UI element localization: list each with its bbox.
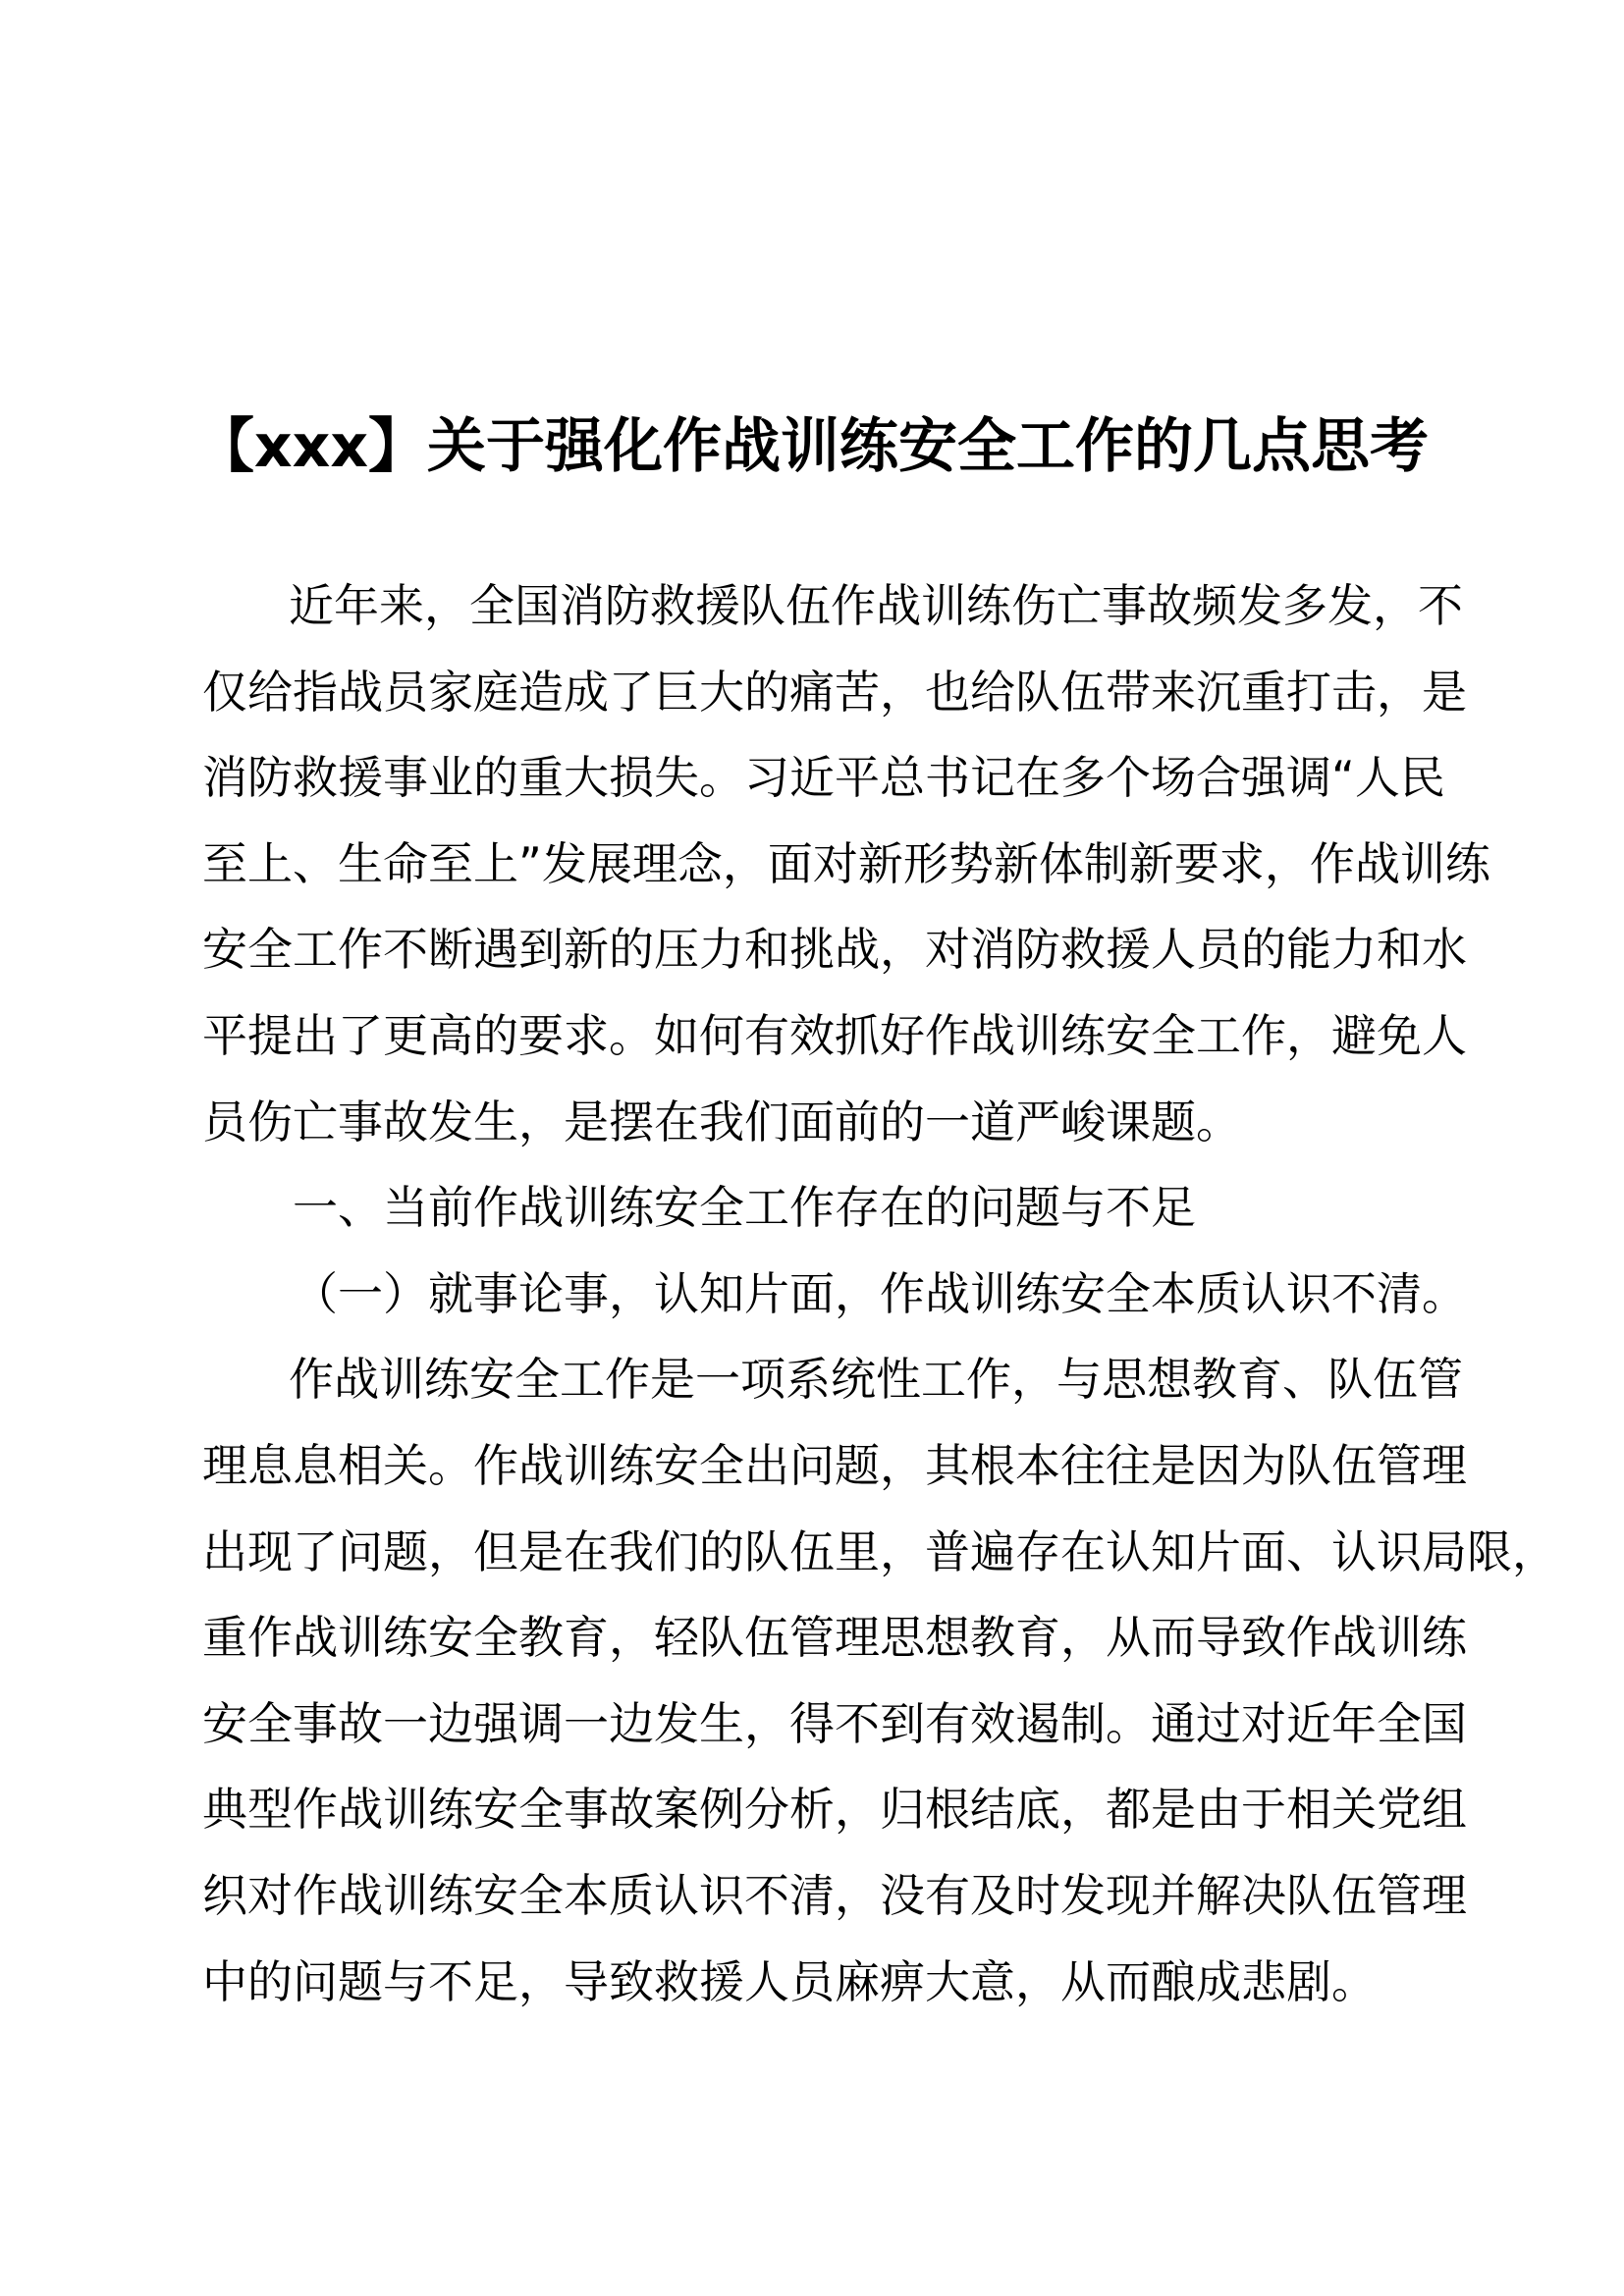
paragraph-line: 典型作战训练安全事故案例分析，归根结底，都是由于相关党组 <box>202 1783 1467 1837</box>
paragraph-line: 近年来，全国消防救援队伍作战训练伤亡事故频发多发，不 <box>289 579 1463 632</box>
subsection-heading: （一）就事论事，认知片面，作战训练安全本质认识不清。 <box>293 1266 1467 1320</box>
paragraph-line: 员伤亡事故发生，是摆在我们面前的一道严峻课题。 <box>202 1095 1241 1148</box>
paragraph-line: 至上、生命至上”发展理念，面对新形势新体制新要求，作战训练 <box>202 836 1490 890</box>
paragraph-line: 织对作战训练安全本质认识不清，没有及时发现并解决队伍管理 <box>202 1868 1467 1922</box>
paragraph-line: 出现了问题，但是在我们的队伍里，普遍存在认知片面、认识局限， <box>202 1524 1557 1578</box>
document-body <box>202 563 1557 2025</box>
paragraph-line: 安全工作不断遇到新的压力和挑战，对消防救援人员的能力和水 <box>202 923 1467 977</box>
paragraph-line: 安全事故一边强调一边发生，得不到有效遏制。通过对近年全国 <box>202 1696 1467 1750</box>
paragraph-line: 作战训练安全工作是一项系统性工作，与思想教育、队伍管 <box>289 1353 1463 1407</box>
paragraph-line: 重作战训练安全教育，轻队伍管理思想教育，从而导致作战训练 <box>202 1611 1467 1665</box>
document-title: 【xxx】关于强化作战训练安全工作的几点思考 <box>194 412 1430 481</box>
paragraph-line: 理息息相关。作战训练安全出问题，其根本往往是因为队伍管理 <box>202 1438 1467 1492</box>
paragraph-line: 平提出了更高的要求。如何有效抓好作战训练安全工作，避免人 <box>202 1008 1467 1062</box>
paragraph-line: 消防救援事业的重大损失。习近平总书记在多个场合强调“人民 <box>202 751 1445 805</box>
paragraph-line: 中的问题与不足，导致救援人员麻痹大意，从而酿成悲剧。 <box>202 1954 1377 2008</box>
section-heading: 一、当前作战训练安全工作存在的问题与不足 <box>293 1181 1196 1235</box>
paragraph-line: 仅给指战员家庭造成了巨大的痛苦，也给队伍带来沉重打击，是 <box>202 665 1467 719</box>
